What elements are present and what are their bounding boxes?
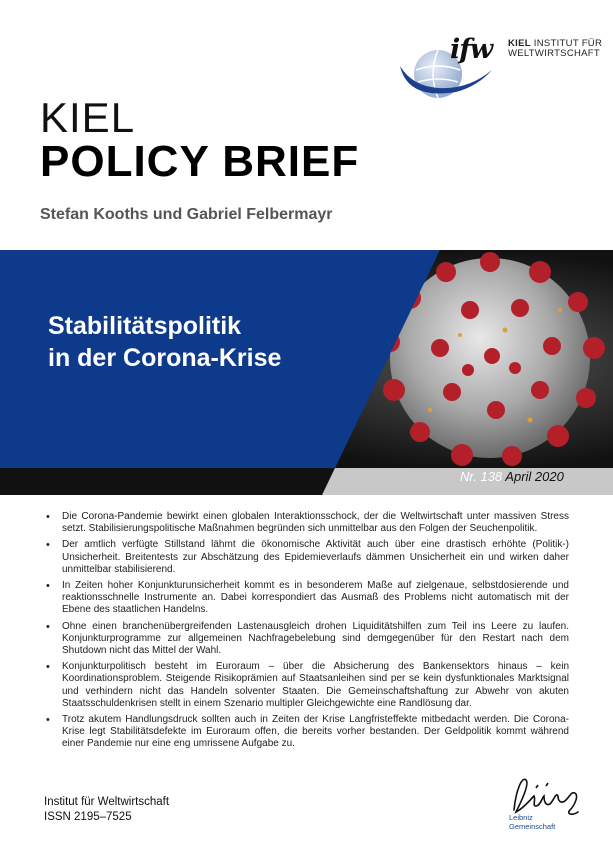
leibniz-line1: Leibniz xyxy=(509,813,533,822)
bullet-item: • Die Corona-Pandemie bewirkt einen globalen Interaktionsschock, der die Weltwirtschaft unter massiven Stress setzt. Stabilisierungspolitische Maßnahmen begründen sich unmittelbar aus den Folgen der Seuchenpolitik. xyxy=(45,511,569,535)
ifw-wordmark: ifw xyxy=(450,34,493,65)
issn: ISSN 2195–7525 xyxy=(44,811,132,823)
logo-kiel-line2: WELTWIRTSCHAFT xyxy=(508,48,600,59)
logo-kiel-rest: INSTITUT FÜR xyxy=(530,38,603,49)
headline xyxy=(48,310,281,374)
issue-number: Nr. 138 xyxy=(460,469,503,484)
issue-date: April 2020 xyxy=(505,469,564,484)
ifw-institute-name xyxy=(508,39,602,59)
series-policy-brief: POLICY BRIEF xyxy=(40,137,360,186)
bullet-item: • Trotz akutem Handlungsdruck sollten auch in Zeiten der Krise Langfristeffekte mitbedacht werden. Die Corona-Krise legt Stabilitätsdefekte im Euroraum offen, die bereits vorher bestanden. Der Geldpolitik kommt während einer Pandemie nur eine eng umrissene Aufgabe zu. xyxy=(45,714,569,751)
headline-line1: Stabilitätspolitik xyxy=(48,312,242,340)
footer-institute xyxy=(44,795,169,825)
issue-info xyxy=(460,469,564,484)
logo-kiel-bold: KIEL xyxy=(508,38,531,49)
headline-line2: in der Corona-Krise xyxy=(48,344,282,372)
summary-bullets xyxy=(45,511,569,755)
bullet-item: • Der amtlich verfügte Stillstand lähmt die ökonomische Aktivität auch über eine drastisch erhöhte (Politik-) Unsicherheit. Breitentests zur Abschätzung des Epidemieverlaufs dämmen Unsicherheit ein und wirken daher unmittelbar stabilisierend. xyxy=(45,539,569,576)
ifw-logo xyxy=(398,26,603,106)
leibniz-label xyxy=(509,814,555,831)
authors: Stefan Kooths und Gabriel Felbermayr xyxy=(40,206,333,223)
institute-name: Institut für Weltwirtschaft xyxy=(44,796,170,808)
series-kiel: KIEL xyxy=(40,94,136,141)
leibniz-line2: Gemeinschaft xyxy=(509,821,556,831)
bullet-item: • In Zeiten hoher Konjunkturunsicherheit kommt es in besonderem Maße auf zielgenaue, selbstdosierende und reaktionsschnelle Instrumente an. Dabei korrespondiert das Ausmaß des Problems nicht automatisch mit der Ebene des staatlichen Handelns. xyxy=(45,580,569,617)
bullet-item: • Konjunkturpolitisch besteht im Euroraum – über die Absicherung des Bankensektors hinaus – kein Koordinationsproblem. Steigende Risikoprämien auf Staatsanleihen sind per se kein dysfunktionales Marktsignal und verhindern nicht das Handeln solventer Staaten. Die Gemeinschaftshaftung zur Abwehr von akuten Staatsschuldenkrisen stellt in einem Szenario multipler Gleichgewichte eine Randlösung dar. xyxy=(45,661,569,710)
bullet-item: • Ohne einen branchenübergreifenden Lastenausgleich drohen Liquiditätshilfen zum Teil ins Leere zu laufen. Konjunkturprogramme zur allgemeinen Nachfragebelebung sind demgegenüber für den Restart nach dem Shutdown nicht das Mittel der Wahl. xyxy=(45,621,569,658)
